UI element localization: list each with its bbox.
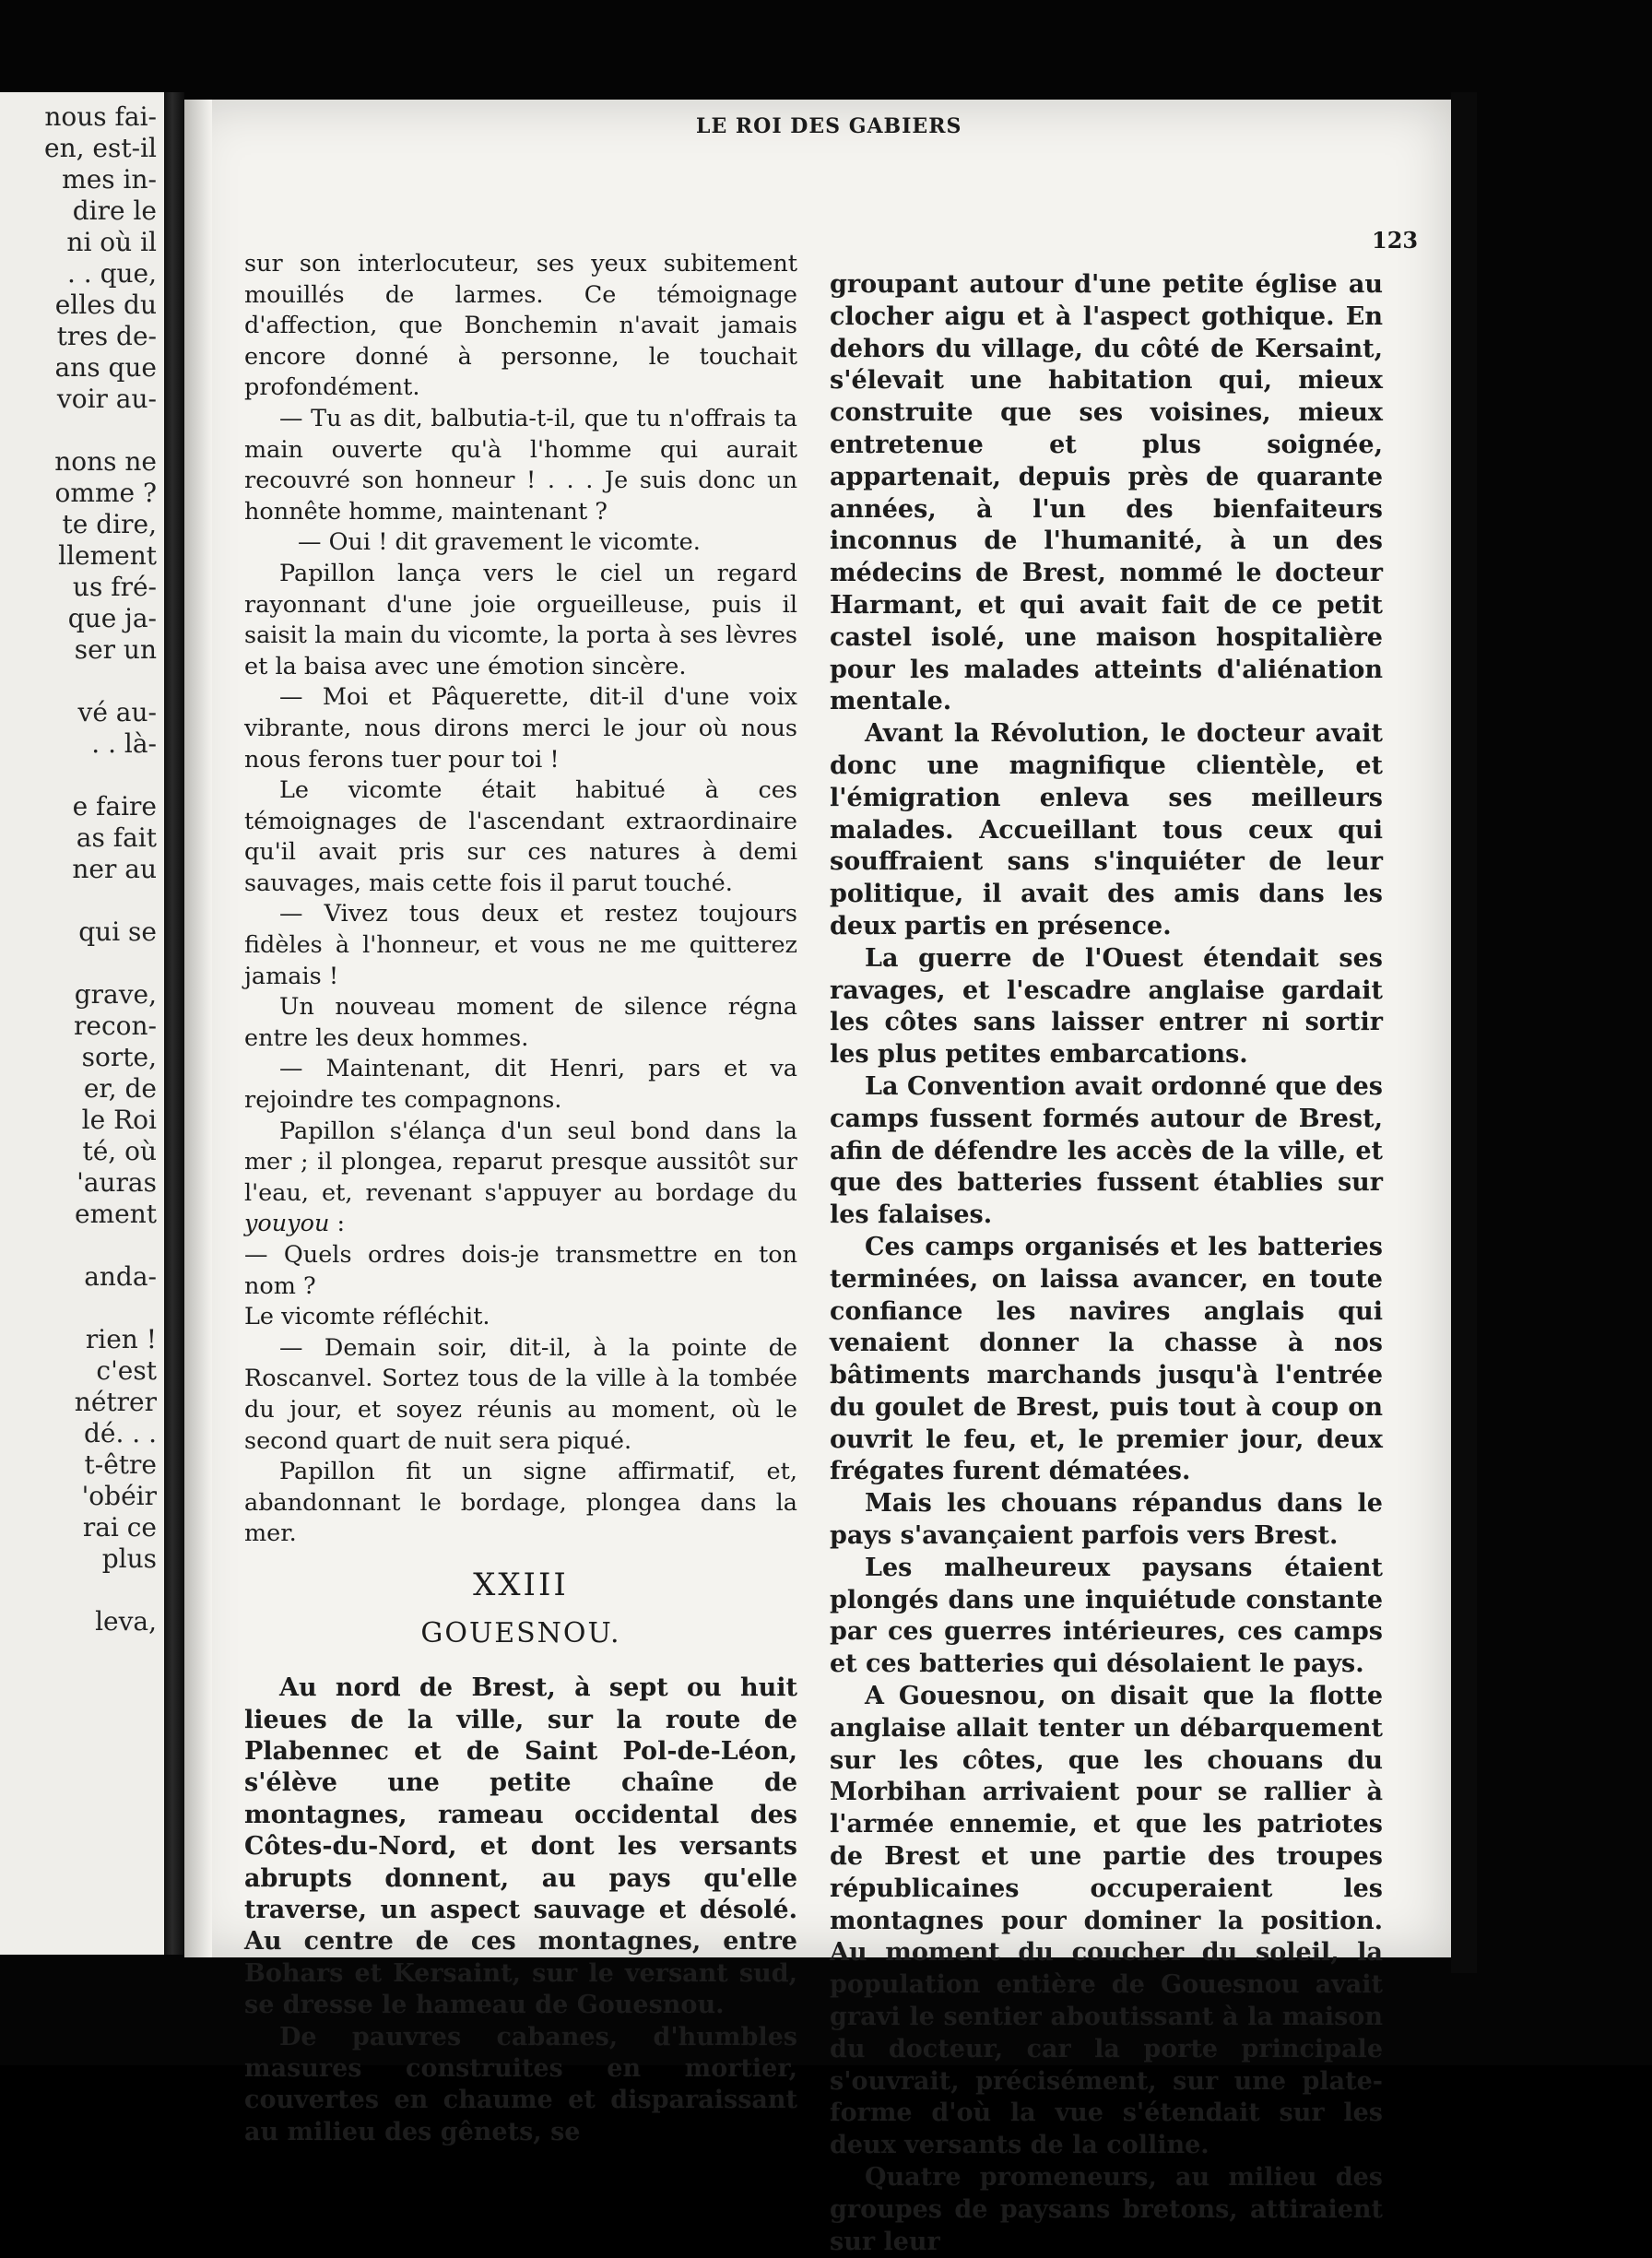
left-page-fragment: plus [101,1543,157,1574]
left-page-fragment: dé. . . [84,1418,157,1448]
italic-word: youyou [244,1210,330,1238]
chapter-title: GOUESNOU. [420,1616,621,1649]
left-page-fragment: te dire, [62,509,157,539]
paragraph: Le vicomte réfléchit. [244,1303,490,1331]
left-page-fragment: . . que, [66,258,157,289]
paragraph: — Demain soir, dit-il, à la pointe de Roscanvel. Sortez tous de la ville à la tombée du jour, et soyez réunis au moment, où le second quart de nuit sera piqué. [244,1333,797,1455]
left-page-fragment: ni où il [66,227,157,257]
left-page-fragment: us fré- [72,572,157,602]
page-number: 123 [1372,227,1419,254]
left-page-fragment: ser un [74,634,157,665]
paragraph: Avant la Révolution, le docteur avait donc une magnifique clientèle, et l'émigration enleva ses meilleurs malades. Accueillant tous ceux qui souffraient sans s'inquiéter de leur politique, il avait des amis dans les deux partis en présence. [830,719,1383,940]
paragraph: Papillon s'élança d'un seul bond dans la mer ; il plongea, reparut presque aussitôt sur l'eau, et, revenant s'appuyer au bordage du youyou : [244,1117,797,1238]
paragraph: groupant autour d'une petite église au clocher aigu et à l'aspect gothique. En dehors du village, du côté de Kersaint, s'élevait une habitation qui, mieux construite que ses voisines, mieux entretenue et plus soignée, appartenait, depuis près de quarante années, à l'un des bienfaiteurs inconnus de l'humanité, à un des médecins de Brest, nommé le docteur Harmant, et qui avait fait de ce petit castel isolé, une maison hospitalière pour les malades atteints d'aliénation mentale. [830,270,1383,716]
left-page-fragment: e faire [72,791,157,822]
page-edge-shadow [1451,92,1477,1973]
left-page-fragment: sorte, [81,1042,157,1072]
paragraph: — Vivez tous deux et restez toujours fidèles à l'honneur, et vous ne me quitterez jamais ! [244,900,797,990]
left-text-column [244,249,797,2148]
chapter-number: XXIII [473,1566,569,1603]
paragraph: — Quels ordres dois-je transmettre en ton nom ? [244,1241,797,1300]
paragraph: Un nouveau moment de silence régna entre les deux hommes. [244,993,797,1052]
paragraph: — Tu as dit, balbutia-t-il, que tu n'offrais ta main ouverte qu'à l'homme qui aurait recouvré son honneur ! . . . Je suis donc un honnête homme, maintenant ? [244,404,797,526]
left-page-fragment: ner au [72,854,157,884]
left-page-fragment: tres de- [56,321,157,351]
paragraph: sur son interlocuteur, ses yeux subitement mouillés de larmes. Ce témoignage d'affection, que Bonchemin n'avait jamais encore donné à personne, le touchait profondément. [244,250,797,402]
left-page-fragment: que ja- [67,603,157,633]
paragraph: Les malheureux paysans étaient plongés dans une inquiétude constante par ces guerres intérieures, ces camps et ces batteries qui désolaient le pays. [830,1553,1383,1679]
previous-page-edge [0,92,164,1955]
left-page-fragment: nons ne [54,446,157,477]
paragraph: Papillon lança vers le ciel un regard rayonnant d'une joie orgueilleuse, puis il saisit la main du vicomte, la porta à ses lèvres et la baisa avec une émotion sincère. [244,559,797,680]
left-page-fragment: rien ! [85,1324,157,1354]
left-page-fragment: té, où [82,1136,157,1166]
left-page-fragment: t-être [84,1449,157,1480]
chapter-body [244,1673,797,2148]
left-page-fragment: nétrer [74,1387,157,1417]
paragraph: Quatre promeneurs, au milieu des groupes de paysans bretons, attiraient sur leur [830,2163,1383,2256]
left-page-fragment: vé au- [77,697,157,727]
paragraph: De pauvres cabanes, d'humbles masures construites en mortier, couvertes en chaume et disparaissant au milieu des gênets, se [244,2022,797,2146]
left-page-fragment: er, de [83,1073,157,1104]
left-page-fragment: nous fai- [44,101,157,132]
left-page-fragment: 'obéir [81,1481,157,1511]
paragraph: Le vicomte était habitué à ces témoignages de l'ascendant extraordinaire qu'il avait pris sur ces natures à demi sauvages, mais cette fois il parut touché. [244,776,797,897]
left-page-fragment: ement [75,1199,157,1229]
left-page-fragment: ans que [54,352,157,383]
paragraph: Ces camps organisés et les batteries terminées, on laissa avancer, en toute confiance les navires anglais qui venaient donner la chasse à nos bâtiments marchands jusqu'à l'entrée du goulet de Brest, puis tout à coup on ouvrit le feu, et, le premier jour, deux frégates furent dématées. [830,1232,1383,1486]
left-page-fragment: dire le [72,195,157,226]
left-page-fragment: llement [58,540,157,571]
paragraph: Au nord de Brest, à sept ou huit lieues de la ville, sur la route de Plabennec et de Saint Pol-de-Léon, s'élève une petite chaîne de montagnes, rameau occidental des Côtes-du-Nord, et dont les versants abrupts donnent, au pays qu'elle traverse, un aspect sauvage et désolé. Au centre de ces montagnes, entre Bohars et Kersaint, sur le versant sud, se dresse le hameau de Gouesnou. [244,1673,797,2020]
left-page-fragment: as fait [76,822,157,853]
left-page-fragment: rai ce [82,1512,157,1543]
paragraph: — Moi et Pâquerette, dit-il d'une voix vibrante, nous dirons merci le jour où nous nous ferons tuer pour toi ! [244,683,797,774]
book-gutter [164,92,184,1955]
left-page-fragment: leva, [95,1606,157,1637]
left-page-fragment: . . là- [91,728,157,759]
right-text-column [830,269,1383,2258]
left-page-fragment: grave, [74,979,157,1010]
left-page-fragment: mes in- [62,164,157,195]
paragraph: La guerre de l'Ouest étendait ses ravages, et l'escadre anglaise gardait les côtes sans laisser entrer ni sortir les plus petites embarcations. [830,943,1383,1070]
left-page-fragment: le Roi [81,1105,157,1135]
paragraph: A Gouesnou, on disait que la flotte anglaise allait tenter un débarquement sur les côtes, que les chouans du Morbihan arrivaient pour se rallier à l'armée ennemie, et que les patriotes de Brest et une partie des troupes républicaines occuperaient les montagnes pour dominer la position. Au moment du coucher du soleil, la population entière de Gouesnou avait gravi le sentier aboutissant à la maison du docteur, car la porte principale s'ouvrait, précisément, sur une plate-forme d'où la vue s'étendait sur les deux versants de la colline. [830,1682,1383,2160]
left-page-fragment: 'auras [77,1167,157,1198]
left-page-fragment: recon- [74,1011,157,1041]
left-page-fragment: voir au- [56,384,157,414]
paragraph: — Maintenant, dit Henri, pars et va rejoindre tes compagnons. [244,1055,797,1115]
left-page-fragment: c'est [96,1355,157,1386]
paragraph: Papillon fit un signe affirmatif, et, abandonnant le bordage, plongea dans la mer. [244,1458,797,1548]
left-page-fragment: qui se [78,916,157,947]
left-page-fragment: elles du [54,290,157,320]
paragraph: La Convention avait ordonné que des camps fussent formés autour de Brest, afin de défendre les accès de la ville, et que des batteries fussent établies sur les falaises. [830,1071,1383,1230]
paragraph: — Oui ! dit gravement le vicomte. [298,528,701,557]
left-page-fragment: omme ? [54,478,157,508]
running-head: LE ROI DES GABIERS [696,114,962,138]
left-page-fragment: anda- [84,1261,157,1292]
paragraph: Mais les chouans répandus dans le pays s'avançaient parfois vers Brest. [830,1489,1383,1551]
left-page-fragment: en, est-il [44,133,157,163]
